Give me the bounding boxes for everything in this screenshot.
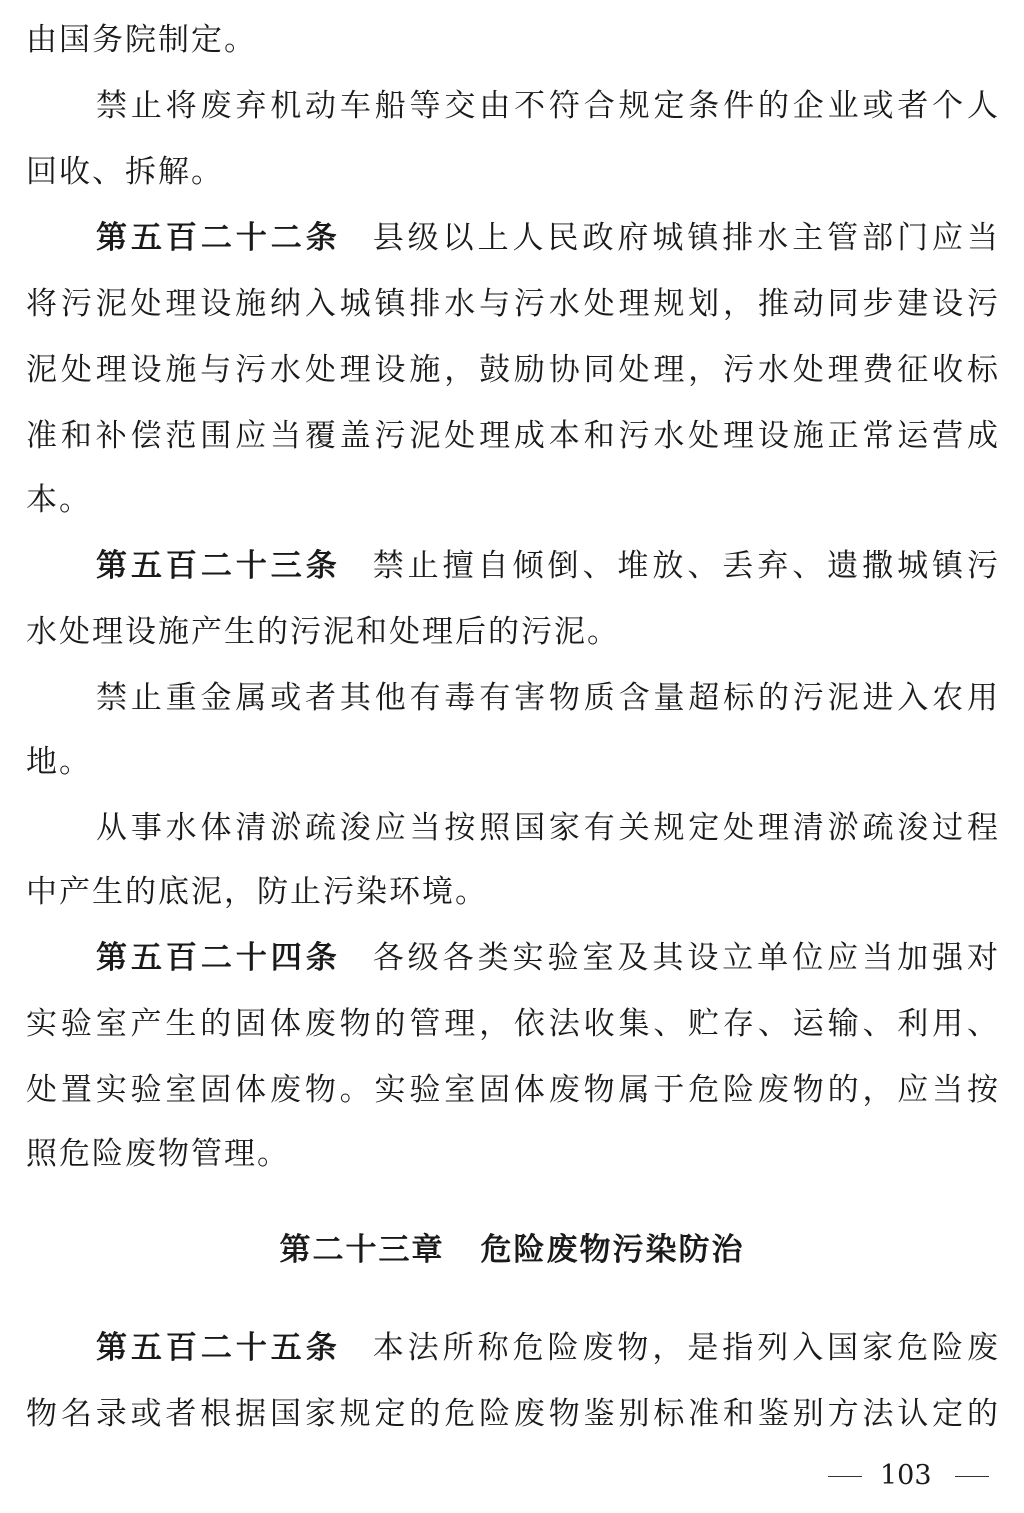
text-line: 实验室产生的固体废物的管理，依法收集、贮存、运输、利用、 — [26, 1006, 1000, 1042]
article-525-line — [96, 1326, 1000, 1370]
text-line: 中产生的底泥，防止污染环境。 — [26, 874, 488, 910]
page-number: 103 — [880, 1460, 932, 1491]
chapter-heading — [0, 1228, 1024, 1272]
article-523-heading: 第五百二十三条 — [96, 548, 341, 584]
article-522-line — [96, 216, 1000, 260]
text-line: 水处理设施产生的污泥和处理后的污泥。 — [26, 614, 620, 650]
text-line: 由国务院制定。 — [26, 22, 257, 58]
article-523-line — [96, 544, 1000, 588]
text-line: 物名录或者根据国家规定的危险废物鉴别标准和鉴别方法认定的 — [26, 1396, 1000, 1432]
text-line: 泥处理设施与污水处理设施，鼓励协同处理，污水处理费征收标 — [26, 352, 1000, 388]
text-line: 禁止重金属或者其他有毒有害物质含量超标的污泥进入农用 — [96, 680, 1000, 716]
article-524-heading: 第五百二十四条 — [96, 940, 341, 976]
text-line: 回收、拆解。 — [26, 154, 224, 190]
article-525-text: 本法所称危险废物，是指列入国家危险废 — [372, 1330, 1000, 1366]
text-line: 本。 — [26, 482, 92, 518]
footer-dash-left — [828, 1476, 862, 1477]
article-523-text: 禁止擅自倾倒、堆放、丢弃、遗撒城镇污 — [372, 548, 1000, 584]
text-line: 禁止将废弃机动车船等交由不符合规定条件的企业或者个人 — [96, 88, 1000, 124]
article-525-heading: 第五百二十五条 — [96, 1330, 341, 1366]
chapter-title: 危险废物污染防治 — [480, 1232, 745, 1268]
text-line: 处置实验室固体废物。实验室固体废物属于危险废物的，应当按 — [26, 1072, 1000, 1108]
article-522-heading: 第五百二十二条 — [96, 220, 341, 256]
article-522-text: 县级以上人民政府城镇排水主管部门应当 — [372, 220, 1000, 256]
text-line: 准和补偿范围应当覆盖污泥处理成本和污水处理设施正常运营成 — [26, 418, 1000, 454]
article-524-text: 各级各类实验室及其设立单位应当加强对 — [372, 940, 1000, 976]
text-line: 地。 — [26, 744, 92, 780]
chapter-number: 第二十三章 — [279, 1232, 445, 1268]
text-line: 照危险废物管理。 — [26, 1136, 290, 1172]
footer-dash-right — [955, 1476, 989, 1477]
text-line: 将污泥处理设施纳入城镇排水与污水处理规划，推动同步建设污 — [26, 286, 1000, 322]
page-footer — [0, 1458, 1024, 1494]
text-line: 从事水体清淤疏浚应当按照国家有关规定处理清淤疏浚过程 — [96, 810, 1000, 846]
article-524-line — [96, 936, 1000, 980]
